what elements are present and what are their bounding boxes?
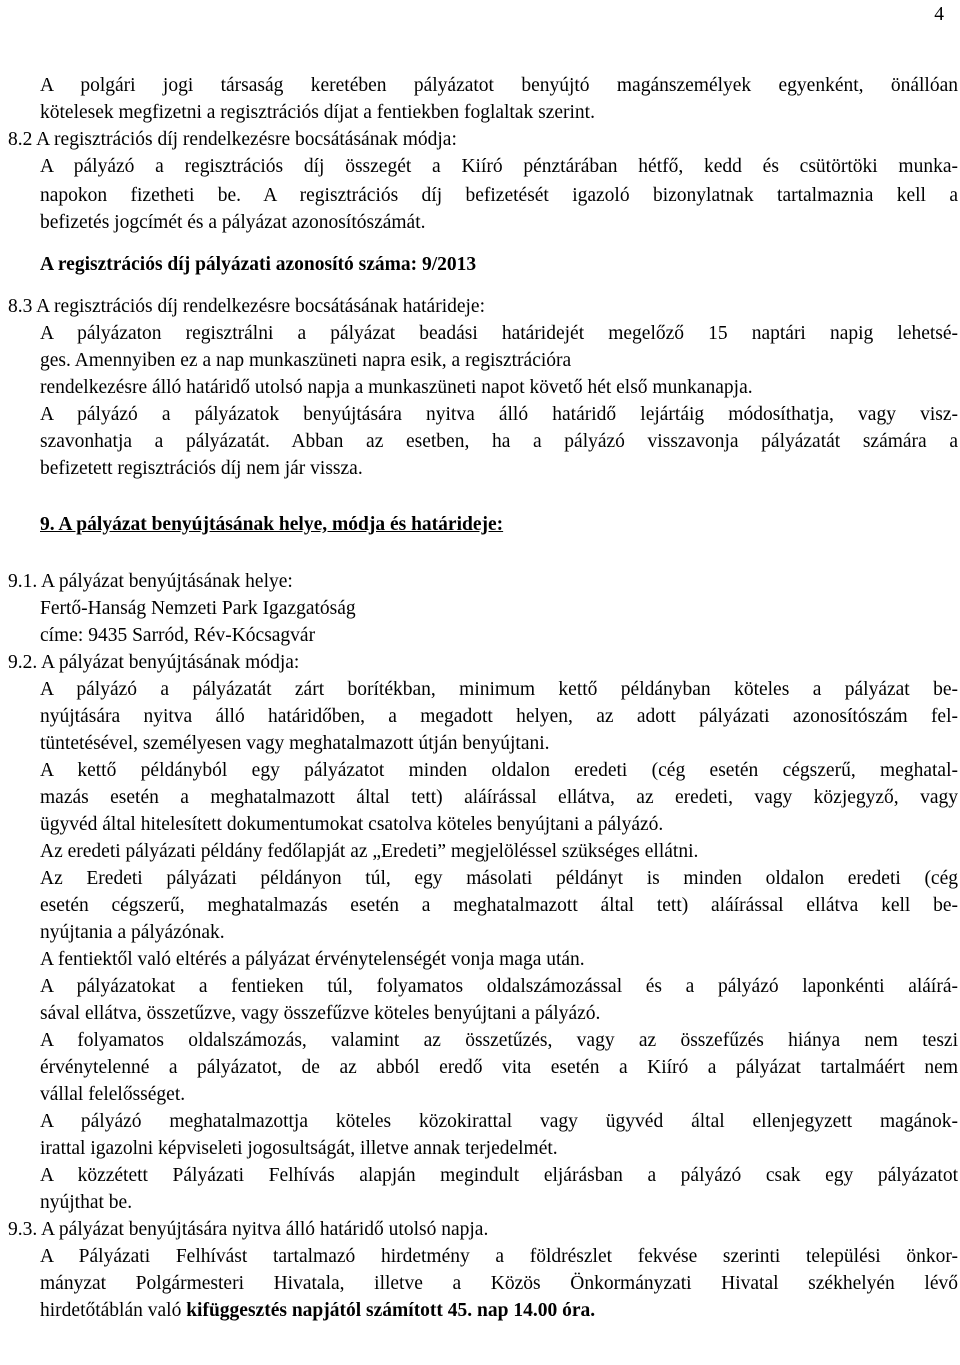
text-line — [8, 650, 299, 676]
text-line — [40, 1082, 185, 1108]
text-line — [40, 1190, 132, 1216]
line-text: érvénytelenné a pályázatot, de az abból eredő vita esetén a Kiíró a pályázat tartalmáért nem — [40, 1057, 958, 1078]
text-line — [40, 866, 958, 892]
line-text: szavonhatja a pályázatát. Abban az esetben, ha a pályázó visszavonja pályázatát számára a — [40, 431, 958, 452]
line-text: esetén cégszerű, meghatalmazás esetén a meghatalmazott által tett) aláírással ellátva kell be- — [40, 895, 958, 916]
line-text: A pályázó a regisztrációs díj összegét a Kiíró pénztárában hétfő, kedd és csütörtöki munka- — [40, 156, 958, 177]
text-line — [40, 920, 225, 946]
text-line — [40, 100, 595, 126]
text-line — [40, 704, 958, 730]
page-number: 4 — [934, 4, 944, 25]
text-line — [40, 1055, 958, 1081]
line-text: vállal felelősséget. — [40, 1084, 186, 1105]
text-line — [40, 456, 363, 482]
text-line — [40, 512, 503, 538]
line-text: 9.2. A pályázat benyújtásának módja: — [8, 652, 300, 673]
line-text: A kettő példányból egy pályázatot minden oldalon eredeti (cég esetén cégszerű, meghatal- — [40, 760, 958, 781]
line-text: irattal igazolni képviseleti jogosultságát, illetve annak terjedelmét. — [40, 1138, 558, 1159]
line-text: mazás esetén a meghatalmazott által tett) aláírással ellátva, az eredeti, vagy közjegyző, vagy — [40, 787, 958, 808]
text-line — [40, 677, 958, 703]
text-line — [40, 596, 356, 622]
text-line — [40, 1163, 958, 1189]
line-text: A folyamatos oldalszámozás, valamint az összetűzés, vagy az összefűzés hiánya nem teszi — [40, 1030, 958, 1051]
text-line — [40, 73, 958, 99]
line-text: ügyvéd által hitelesített dokumentumokat csatolva köteles benyújtani a pályázó. — [40, 814, 664, 835]
text-line — [40, 252, 476, 278]
text-line — [40, 154, 958, 180]
line-text: A pályázó meghatalmazottja köteles közokirattal vagy ügyvéd által ellenjegyzett magánok- — [40, 1111, 958, 1132]
text-line — [40, 321, 958, 347]
text-line — [8, 127, 457, 153]
text-line — [40, 758, 958, 784]
line-text: A polgári jogi társaság keretében pályázatot benyújtó magánszemélyek egyenként, önállóan — [40, 75, 958, 96]
text-line — [40, 893, 958, 919]
text-line — [40, 348, 571, 374]
text-line — [40, 1136, 558, 1162]
line-text: címe: 9435 Sarród, Rév-Kócsagvár — [40, 625, 316, 646]
line-text: kötelesek megfizetni a regisztrációs díjat a fentiekben foglaltak szerint. — [40, 102, 595, 123]
text-line — [40, 947, 585, 973]
line-text: 9.3. A pályázat benyújtására nyitva álló határidő utolsó napja. — [8, 1219, 489, 1240]
line-text: befizetés jogcímét és a pályázat azonosítószámát. — [40, 212, 426, 233]
line-text: 8.3 A regisztrációs díj rendelkezésre bocsátásának határideje: — [8, 296, 486, 317]
line-text: Az Eredeti pályázati példányon túl, egy másolati példányt is minden oldalon eredeti (cég — [40, 868, 958, 889]
text-line — [40, 375, 753, 401]
text-line — [40, 1028, 958, 1054]
text-line — [40, 623, 315, 649]
line-text: Az eredeti pályázati példány fedőlapját az „Eredeti” megjelöléssel szükséges ellátni. — [40, 841, 699, 862]
line-text: 9.1. A pályázat benyújtásának helye: — [8, 571, 293, 592]
text-line — [8, 569, 293, 595]
text-line — [40, 1244, 958, 1270]
line-text: A pályázó a pályázatok benyújtására nyitva álló határidő lejártáig módosíthatja, vagy visz- — [40, 404, 958, 425]
line-text: ges. Amennyiben ez a nap munkaszüneti napra esik, a regisztrációra — [40, 350, 572, 371]
text-line — [40, 1001, 600, 1027]
line-text: 8.2 A regisztrációs díj rendelkezésre bocsátásának módja: — [8, 129, 457, 150]
text-line — [40, 839, 698, 865]
line-text: A Pályázati Felhívást tartalmazó hirdetmény a földrészlet fekvése szerinti települési önkor- — [40, 1246, 958, 1267]
line-text: A pályázatokat a fentieken túl, folyamatos oldalszámozással és a pályázó laponkénti aláírá- — [40, 976, 958, 997]
text-line — [40, 785, 958, 811]
line-text: nyújtania a pályázónak. — [40, 922, 225, 943]
text-line — [40, 183, 958, 209]
line-text: napokon fizetheti be. A regisztrációs díj befizetését igazoló bizonylatnak tartalmaznia kell a — [40, 185, 958, 206]
line-text: rendelkezésre álló határidő utolsó napja a munkaszüneti napot követő hét első munkanapja. — [40, 377, 753, 398]
text-line — [40, 402, 958, 428]
text-line — [40, 429, 958, 455]
line-text: A közzétett Pályázati Felhívás alapján megindult eljárásban a pályázó csak egy pályázatot — [40, 1165, 958, 1186]
text-line — [8, 294, 485, 320]
text-line — [40, 1298, 595, 1324]
text-line — [40, 731, 550, 757]
line-text: befizetett regisztrációs díj nem jár vissza. — [40, 458, 363, 479]
line-text: nyújthat be. — [40, 1192, 133, 1213]
text-line — [8, 1217, 488, 1243]
deadline-emphasis: kifüggesztés napjától számított 45. nap 14.00 óra. — [186, 1300, 596, 1321]
line-text: A pályázaton regisztrálni a pályázat beadási határidejét megelőző 15 naptári napig lehetsé- — [40, 323, 958, 344]
line-text: sával ellátva, összetűzve, vagy összefűzve köteles benyújtani a pályázó. — [40, 1003, 601, 1024]
text-line — [40, 812, 663, 838]
line-text: Fertő-Hanság Nemzeti Park Igazgatóság — [40, 598, 356, 619]
line-text: nyújtására nyitva álló határidőben, a megadott helyen, az adott pályázati azonosítószám fel- — [40, 706, 958, 727]
text-line — [40, 974, 958, 1000]
text-line — [40, 210, 426, 236]
text-line — [40, 1109, 958, 1135]
line-text: A regisztrációs díj pályázati azonosító száma: 9/2013 — [40, 254, 477, 275]
line-text: 9. A pályázat benyújtásának helye, módja és határideje: — [40, 514, 504, 535]
text-line — [40, 1271, 958, 1297]
line-text: mányzat Polgármesteri Hivatala, illetve a Közös Önkormányzati Hivatal székhelyén lévő — [40, 1273, 958, 1294]
line-text: tüntetésével, személyesen vagy meghatalmazott útján benyújtani. — [40, 733, 550, 754]
line-text: A pályázó a pályázatát zárt borítékban, minimum kettő példányban köteles a pályázat be- — [40, 679, 958, 700]
line-text: A fentiektől való eltérés a pályázat érvénytelenségét vonja maga után. — [40, 949, 585, 970]
line-text: hirdetőtáblán való — [40, 1300, 187, 1321]
